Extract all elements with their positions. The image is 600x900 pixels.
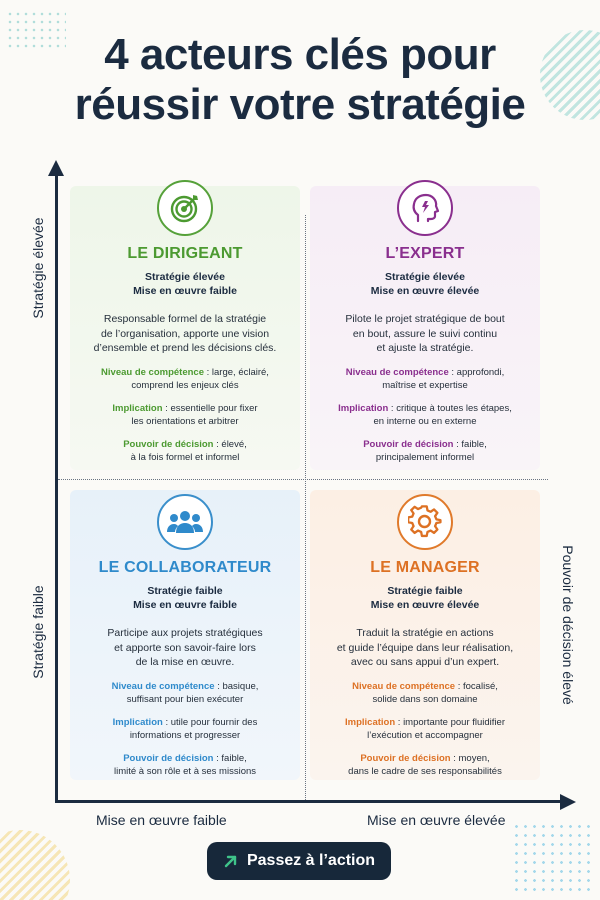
attribute-implication <box>310 402 540 428</box>
attribute-decision <box>310 438 540 464</box>
attribute-key: Niveau de compétence <box>352 680 456 692</box>
desc-line: d’ensemble et prend les décisions clés. <box>93 342 277 354</box>
subtitle-execution: Mise en œuvre élevée <box>370 285 480 297</box>
attribute-key: Pouvoir de décision <box>123 752 214 764</box>
attribute-value: : élevé, <box>213 438 247 450</box>
target-icon <box>157 180 213 236</box>
y-axis-label-low: Stratégie faible <box>30 585 46 679</box>
cta-label: Passez à l’action <box>246 852 376 869</box>
attribute-value: les orientations et arbitrer <box>131 415 239 427</box>
team-icon <box>157 494 213 550</box>
attribute-value: : faible, <box>213 752 247 764</box>
attribute-key: Implication <box>338 402 389 414</box>
subtitle-execution: Mise en œuvre faible <box>133 599 237 611</box>
quadrant-title: LE DIRIGEANT <box>127 245 243 262</box>
attribute-key: Implication <box>112 402 163 414</box>
attribute-value: : focalisé, <box>455 680 498 692</box>
attribute-key: Pouvoir de décision <box>363 438 454 450</box>
quadrant-subtitle <box>70 584 300 612</box>
desc-line: Responsable formel de la stratégie <box>103 313 267 325</box>
subtitle-strategy: Stratégie élevée <box>385 271 465 283</box>
desc-line: en bout, assure le suivi continu <box>352 327 498 340</box>
x-axis <box>55 800 565 803</box>
y-axis-arrow-icon <box>48 160 64 176</box>
desc-line: Pilote le projet stratégique de bout <box>345 313 505 325</box>
attribute-value: principalement informel <box>375 451 475 463</box>
attribute-value: : basique, <box>214 680 259 692</box>
subtitle-execution: Mise en œuvre faible <box>133 285 237 297</box>
attribute-key: Implication <box>345 716 396 728</box>
quadrant-subtitle <box>310 584 540 612</box>
attribute-key: Pouvoir de décision <box>360 752 451 764</box>
desc-line: Traduit la stratégie en actions <box>356 627 494 639</box>
attribute-value: à la fois formel et informel <box>130 451 240 463</box>
y-axis-label-high: Stratégie élevée <box>30 217 46 319</box>
attribute-key: Implication <box>112 716 163 728</box>
attribute-competence <box>70 366 300 392</box>
quadrant-subtitle <box>70 270 300 298</box>
attribute-value: : faible, <box>453 438 487 450</box>
desc-line: et ajuste la stratégie. <box>376 342 474 354</box>
attribute-value: maîtrise et expertise <box>382 379 468 391</box>
attribute-value: : moyen, <box>450 752 490 764</box>
desc-line: de la mise en œuvre. <box>135 656 235 668</box>
attribute-key: Niveau de compétence <box>101 366 204 378</box>
attribute-decision <box>310 752 540 778</box>
right-axis-label: Pouvoir de décision élevé <box>560 545 576 705</box>
attribute-implication <box>70 716 300 742</box>
quadrant-description <box>70 626 300 670</box>
attribute-key: Niveau de compétence <box>111 680 215 692</box>
quadrant-title: L’EXPERT <box>385 245 465 262</box>
quadrant-subtitle <box>310 270 540 298</box>
attribute-key: Niveau de compétence <box>345 366 449 378</box>
attribute-value: suffisant pour bien exécuter <box>126 693 244 705</box>
subtitle-strategy: Stratégie faible <box>147 585 223 597</box>
title-line-1: 4 acteurs clés pour <box>104 30 496 79</box>
cta-button[interactable] <box>207 842 391 880</box>
subtitle-strategy: Stratégie élevée <box>145 271 225 283</box>
quadrant-title: LE COLLABORATEUR <box>98 559 272 576</box>
quadrant-description <box>70 312 300 356</box>
attribute-implication <box>70 402 300 428</box>
attribute-decision <box>70 752 300 778</box>
attribute-value: en interne ou en externe <box>373 415 477 427</box>
x-axis-label-high: Mise en œuvre élevée <box>367 812 506 828</box>
page-title <box>0 30 600 130</box>
attribute-value: : large, éclairé, <box>204 366 269 378</box>
y-axis <box>55 170 58 803</box>
attribute-value: : essentielle pour fixer <box>162 402 258 414</box>
x-axis-label-low: Mise en œuvre faible <box>96 812 227 828</box>
divider-horizontal <box>58 479 548 480</box>
desc-line: Participe aux projets stratégiques <box>107 627 263 639</box>
desc-line: et apporte son savoir-faire lors <box>114 641 256 654</box>
attribute-value: informations et progresser <box>129 729 241 741</box>
quadrant-description <box>310 626 540 670</box>
attribute-value: : approfondi, <box>448 366 505 378</box>
decor-circle-bottom-left <box>0 830 70 900</box>
gear-icon <box>397 494 453 550</box>
quadrant-manager <box>310 490 540 780</box>
desc-line: avec ou sans appui d’un expert. <box>350 656 500 668</box>
desc-line: et guide l’équipe dans leur réalisation, <box>336 641 514 654</box>
decor-dots-bottom-right <box>512 822 592 892</box>
desc-line: de l’organisation, apporte une vision <box>100 327 270 340</box>
attribute-value: : critique à toutes les étapes, <box>388 402 512 414</box>
attribute-competence <box>70 680 300 706</box>
attribute-value: dans le cadre de ses responsabilités <box>348 765 502 777</box>
quadrant-expert <box>310 186 540 470</box>
attribute-competence <box>310 680 540 706</box>
subtitle-execution: Mise en œuvre élevée <box>370 599 480 611</box>
quadrant-dirigeant <box>70 186 300 470</box>
attribute-value: solide dans son domaine <box>372 693 478 705</box>
attribute-key: Pouvoir de décision <box>123 438 214 450</box>
attribute-value: comprend les enjeux clés <box>131 379 239 391</box>
title-line-2: réussir votre stratégie <box>74 80 526 129</box>
attribute-competence <box>310 366 540 392</box>
attribute-decision <box>70 438 300 464</box>
attribute-value: : importante pour fluidifier <box>395 716 505 728</box>
arrow-up-right-icon <box>223 853 239 869</box>
x-axis-arrow-icon <box>560 794 576 810</box>
head-idea-icon <box>397 180 453 236</box>
quadrant-collaborateur <box>70 490 300 780</box>
attribute-value: l’exécution et accompagner <box>367 729 483 741</box>
attribute-implication <box>310 716 540 742</box>
attribute-value: limité à son rôle et à ses missions <box>113 765 257 777</box>
quadrant-description <box>310 312 540 356</box>
quadrant-title: LE MANAGER <box>370 559 480 576</box>
subtitle-strategy: Stratégie faible <box>387 585 463 597</box>
divider-vertical <box>305 215 306 800</box>
attribute-value: : utile pour fournir des <box>162 716 258 728</box>
